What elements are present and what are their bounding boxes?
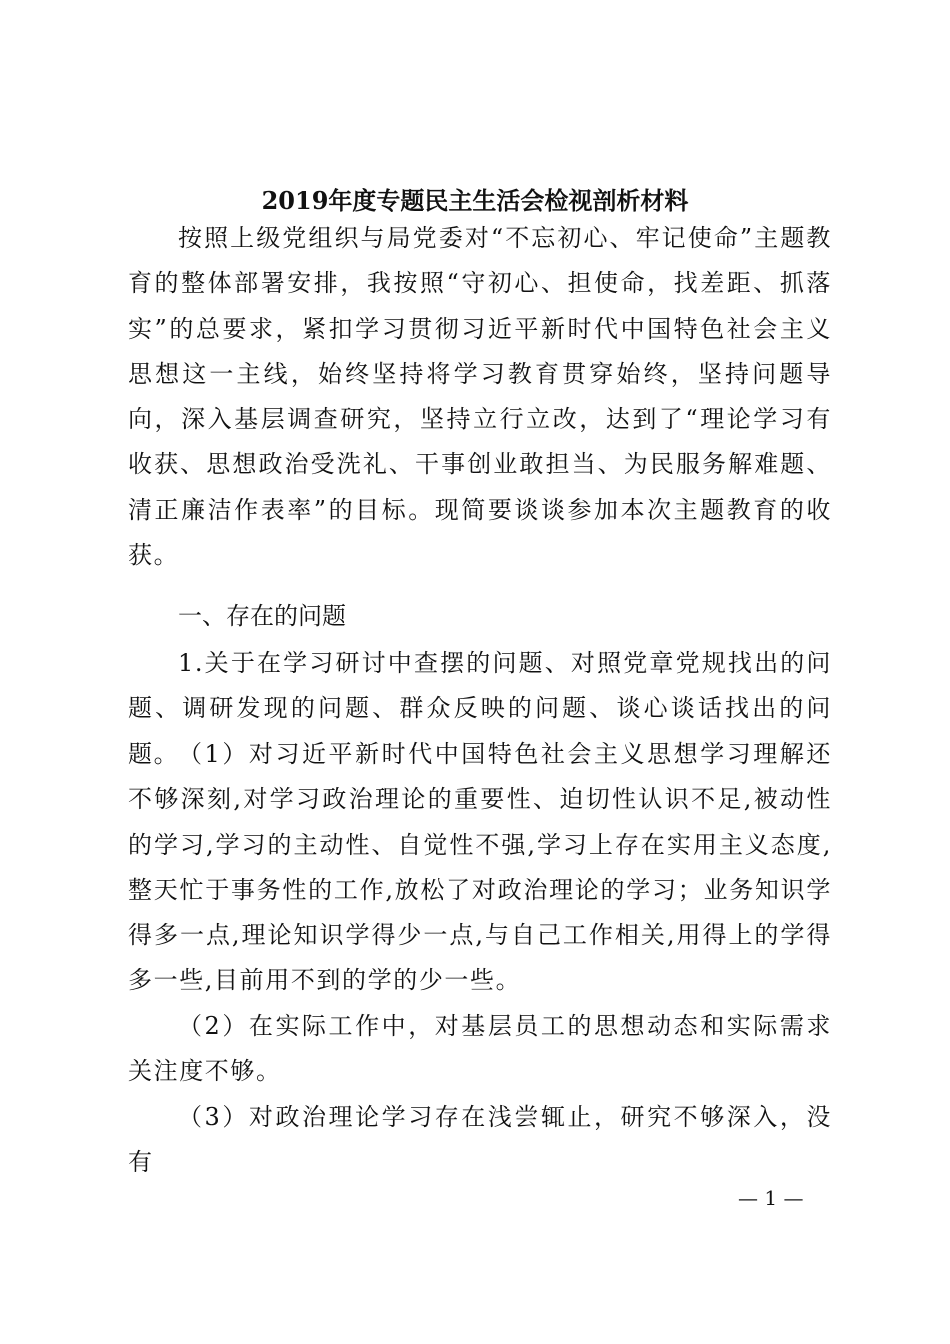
sub-item-1-paragraph: （1）对习近平新时代中国特色社会主义思想学习理解还不够深刻,对学习政治理论的重要性、迫切性认识不足,被动性的学习,学习的主动性、自觉性不强,学习上存在实用主义态度,整天忙于事务性的工作,放松了对政治理论的学习；业务知识学得多一点,理论知识学得少一点,与自己工作相关,用得上的学得多一些,目前用不到的学的少一些。 bbox=[128, 740, 832, 995]
sub-item-2-paragraph: （2）在实际工作中，对基层员工的思想动态和实际需求关注度不够。 bbox=[128, 1012, 832, 1086]
document-title: 2019年度专题民主生活会检视剖析材料 bbox=[261, 186, 689, 215]
intro-paragraph: 按照上级党组织与局党委对“不忘初心、牢记使命”主题教育的整体部署安排，我按照“守初心、担使命，找差距、抓落实”的总要求，紧扣学习贯彻习近平新时代中国特色社会主义思想这一主线，始终坚持将学习教育贯穿始终，坚持问题导向，深入基层调查研究，坚持立行立改，达到了“理论学习有收获、思想政治受洗礼、干事创业敢担当、为民服务解难题、清正廉洁作表率”的目标。现简要谈谈参加本次主题教育的收获。 bbox=[128, 224, 832, 570]
item-1-paragraph: 1.关于在学习研讨中查摆的问题、对照党章党规找出的问题、调研发现的问题、群众反映的问题、谈心谈话找出的问题。 bbox=[128, 649, 832, 768]
page-number: — 1 — bbox=[738, 1186, 804, 1210]
section-heading: 一、存在的问题 bbox=[178, 602, 346, 630]
sub-item-3-paragraph: （3）对政治理论学习存在浅尝辄止，研究不够深入，没有 bbox=[128, 1103, 832, 1177]
